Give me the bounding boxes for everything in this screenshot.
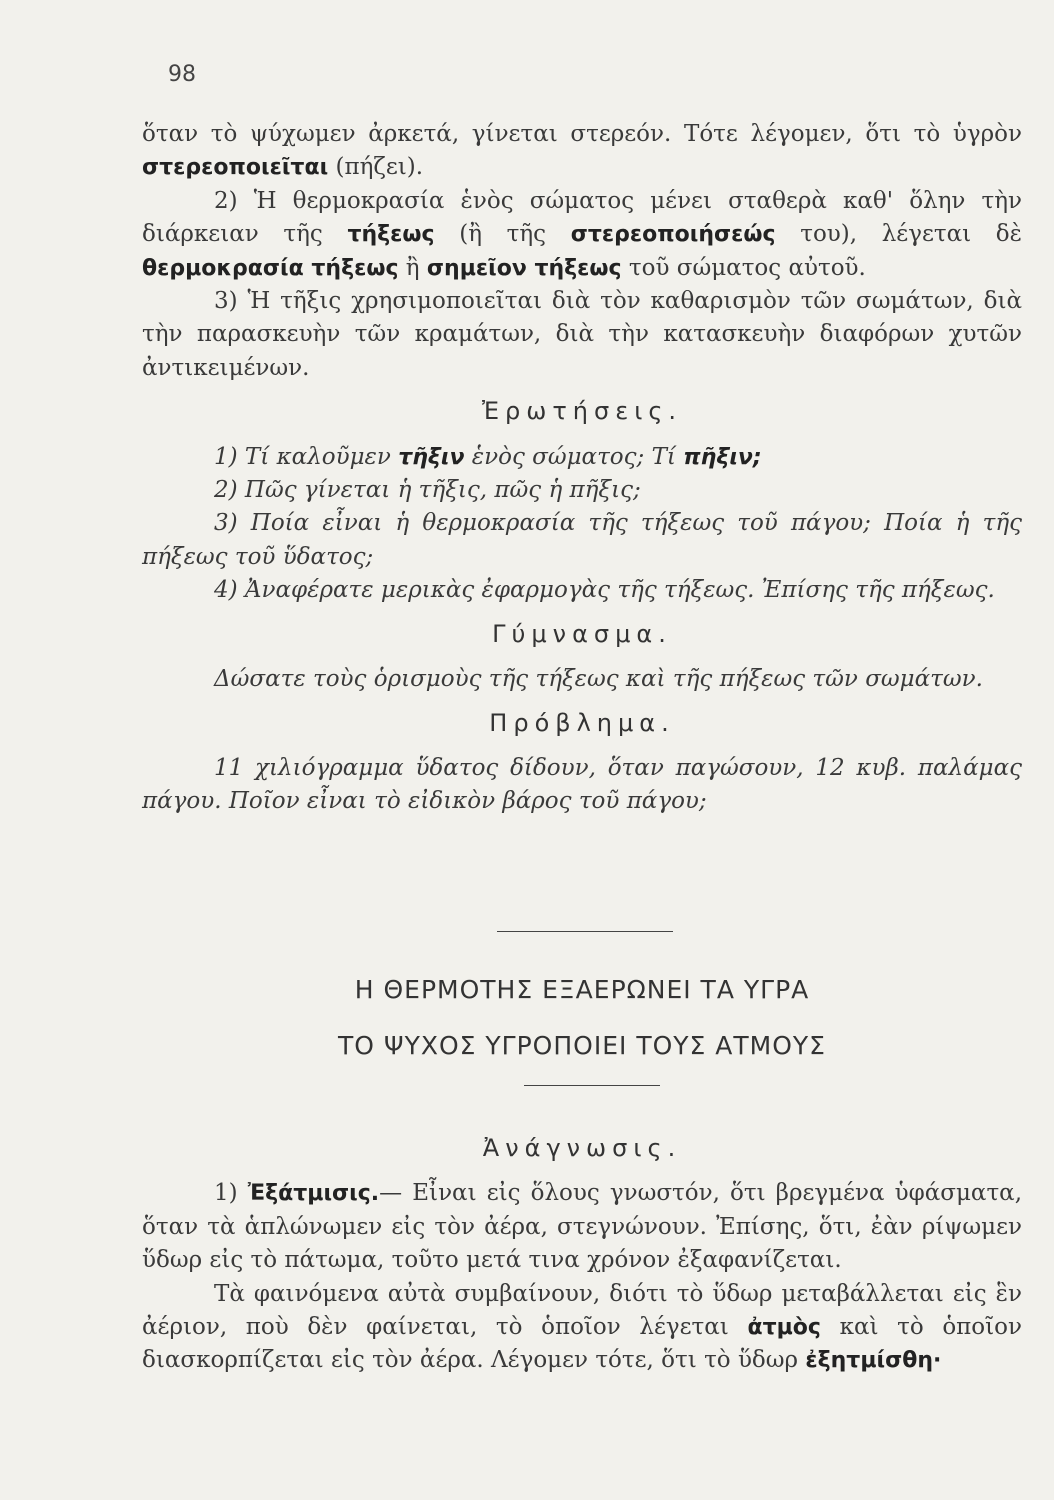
reading-section	[142, 1122, 1022, 1378]
section	[142, 962, 1022, 1074]
top-text	[142, 118, 1022, 819]
paragraph-uses: 3) Ἡ τῆξις χρησιμοποιεῖται διὰ τὸν καθαρισμὸν τῶν σωμάτων, διὰ τὴν παρασκευὴν τῶν κραμάτων, διὰ τὴν κατασκευὴν διαφόρων χυτῶν ἀντικειμένων.	[142, 288, 1022, 381]
problem-heading: Πρόβλημα.	[489, 708, 675, 737]
page-number: 98	[168, 62, 196, 87]
section-title-line-1: Η ΘΕΡΜΟΤΗΣ ΕΞΑΕΡΩΝΕΙ ΤΑ ΥΓΡΑ	[354, 975, 810, 1004]
exercise-heading: Γύμνασμα.	[492, 619, 672, 648]
question-4: 4) Ἀναφέρατε μερικὰς ἐφαρμογὰς τῆς τήξεως. Ἐπίσης τῆς πήξεως.	[214, 577, 995, 604]
divider-top	[497, 931, 673, 932]
questions-heading: Ἐρωτήσεις.	[481, 397, 683, 426]
exercise-text: Δώσατε τοὺς ὁρισμοὺς τῆς τήξεως καὶ τῆς πήξεως τῶν σωμάτων.	[214, 666, 983, 693]
question-1: 1) Τί καλοῦμεν τῆξιν ἑνὸς σώματος; Τί πῆξιν;	[214, 443, 762, 470]
problem-text: 11 χιλιόγραμμα ὕδατος δίδουν, ὅταν παγώσουν, 12 κυβ. παλάμας πάγου. Ποῖον εἶναι τὸ εἰδικὸν βάρος τοῦ πάγου;	[142, 754, 1022, 815]
divider-bottom	[524, 1085, 660, 1086]
section-title-line-2: ΤΟ ΨΥΧΟΣ ΥΓΡΟΠΟΙΕΙ ΤΟΥΣ ΑΤΜΟΥΣ	[338, 1031, 826, 1060]
question-2: 2) Πῶς γίνεται ἡ τῆξις, πῶς ἡ πῆξις;	[214, 477, 641, 504]
paragraph-vapor: Τὰ φαινόμενα αὐτὰ συμβαίνουν, διότι τὸ ὕδωρ μεταβάλλεται εἰς ἓν ἀέριον, ποὺ δὲν φαίνεται, τὸ ὁποῖον λέγεται ἀτμὸς καὶ τὸ ὁποῖον διασκορπίζεται εἰς τὸν ἀέρα. Λέγομεν τότε, ὅτι τὸ ὕδωρ ἐξητμίσθη·	[142, 1280, 1022, 1374]
paragraph-evaporation: 1) Ἐξάτμισις.— Εἶναι εἰς ὅλους γνωστόν, ὅτι βρεγμένα ὑφάσματα, ὅταν τὰ ἁπλώνωμεν εἰς τὸν ἀέρα, στεγνώνουν. Ἐπίσης, ὅτι, ἐὰν ρίψωμεν ὕδωρ εἰς τὸ πάτωμα, τοῦτο μετά τινα χρόνον ἐξαφανίζεται.	[142, 1180, 1023, 1274]
paragraph-melting-point: 2) Ἡ θερμοκρασία ἑνὸς σώματος μένει σταθερὰ καθ' ὅλην τὴν διάρκειαν τῆς τήξεως (ἢ τῆς στερεοποιήσεώς του), λέγεται δὲ θερμοκρασία τήξεως ἢ σημεῖον τήξεως τοῦ σώματος αὐτοῦ.	[142, 187, 1023, 281]
reading-heading: Ἀνάγνωσις.	[482, 1134, 682, 1162]
paragraph-solidification: ὅταν τὸ ψύχωμεν ἀρκετά, γίνεται στερεόν. Τότε λέγομεν, ὅτι τὸ ὑγρὸν στερεοποιεῖται (πήζει).	[142, 121, 1022, 181]
question-3: 3) Ποία εἶναι ἡ θερμοκρασία τῆς τήξεως τοῦ πάγου; Ποία ἡ τῆς πήξεως τοῦ ὕδατος;	[142, 510, 1022, 570]
